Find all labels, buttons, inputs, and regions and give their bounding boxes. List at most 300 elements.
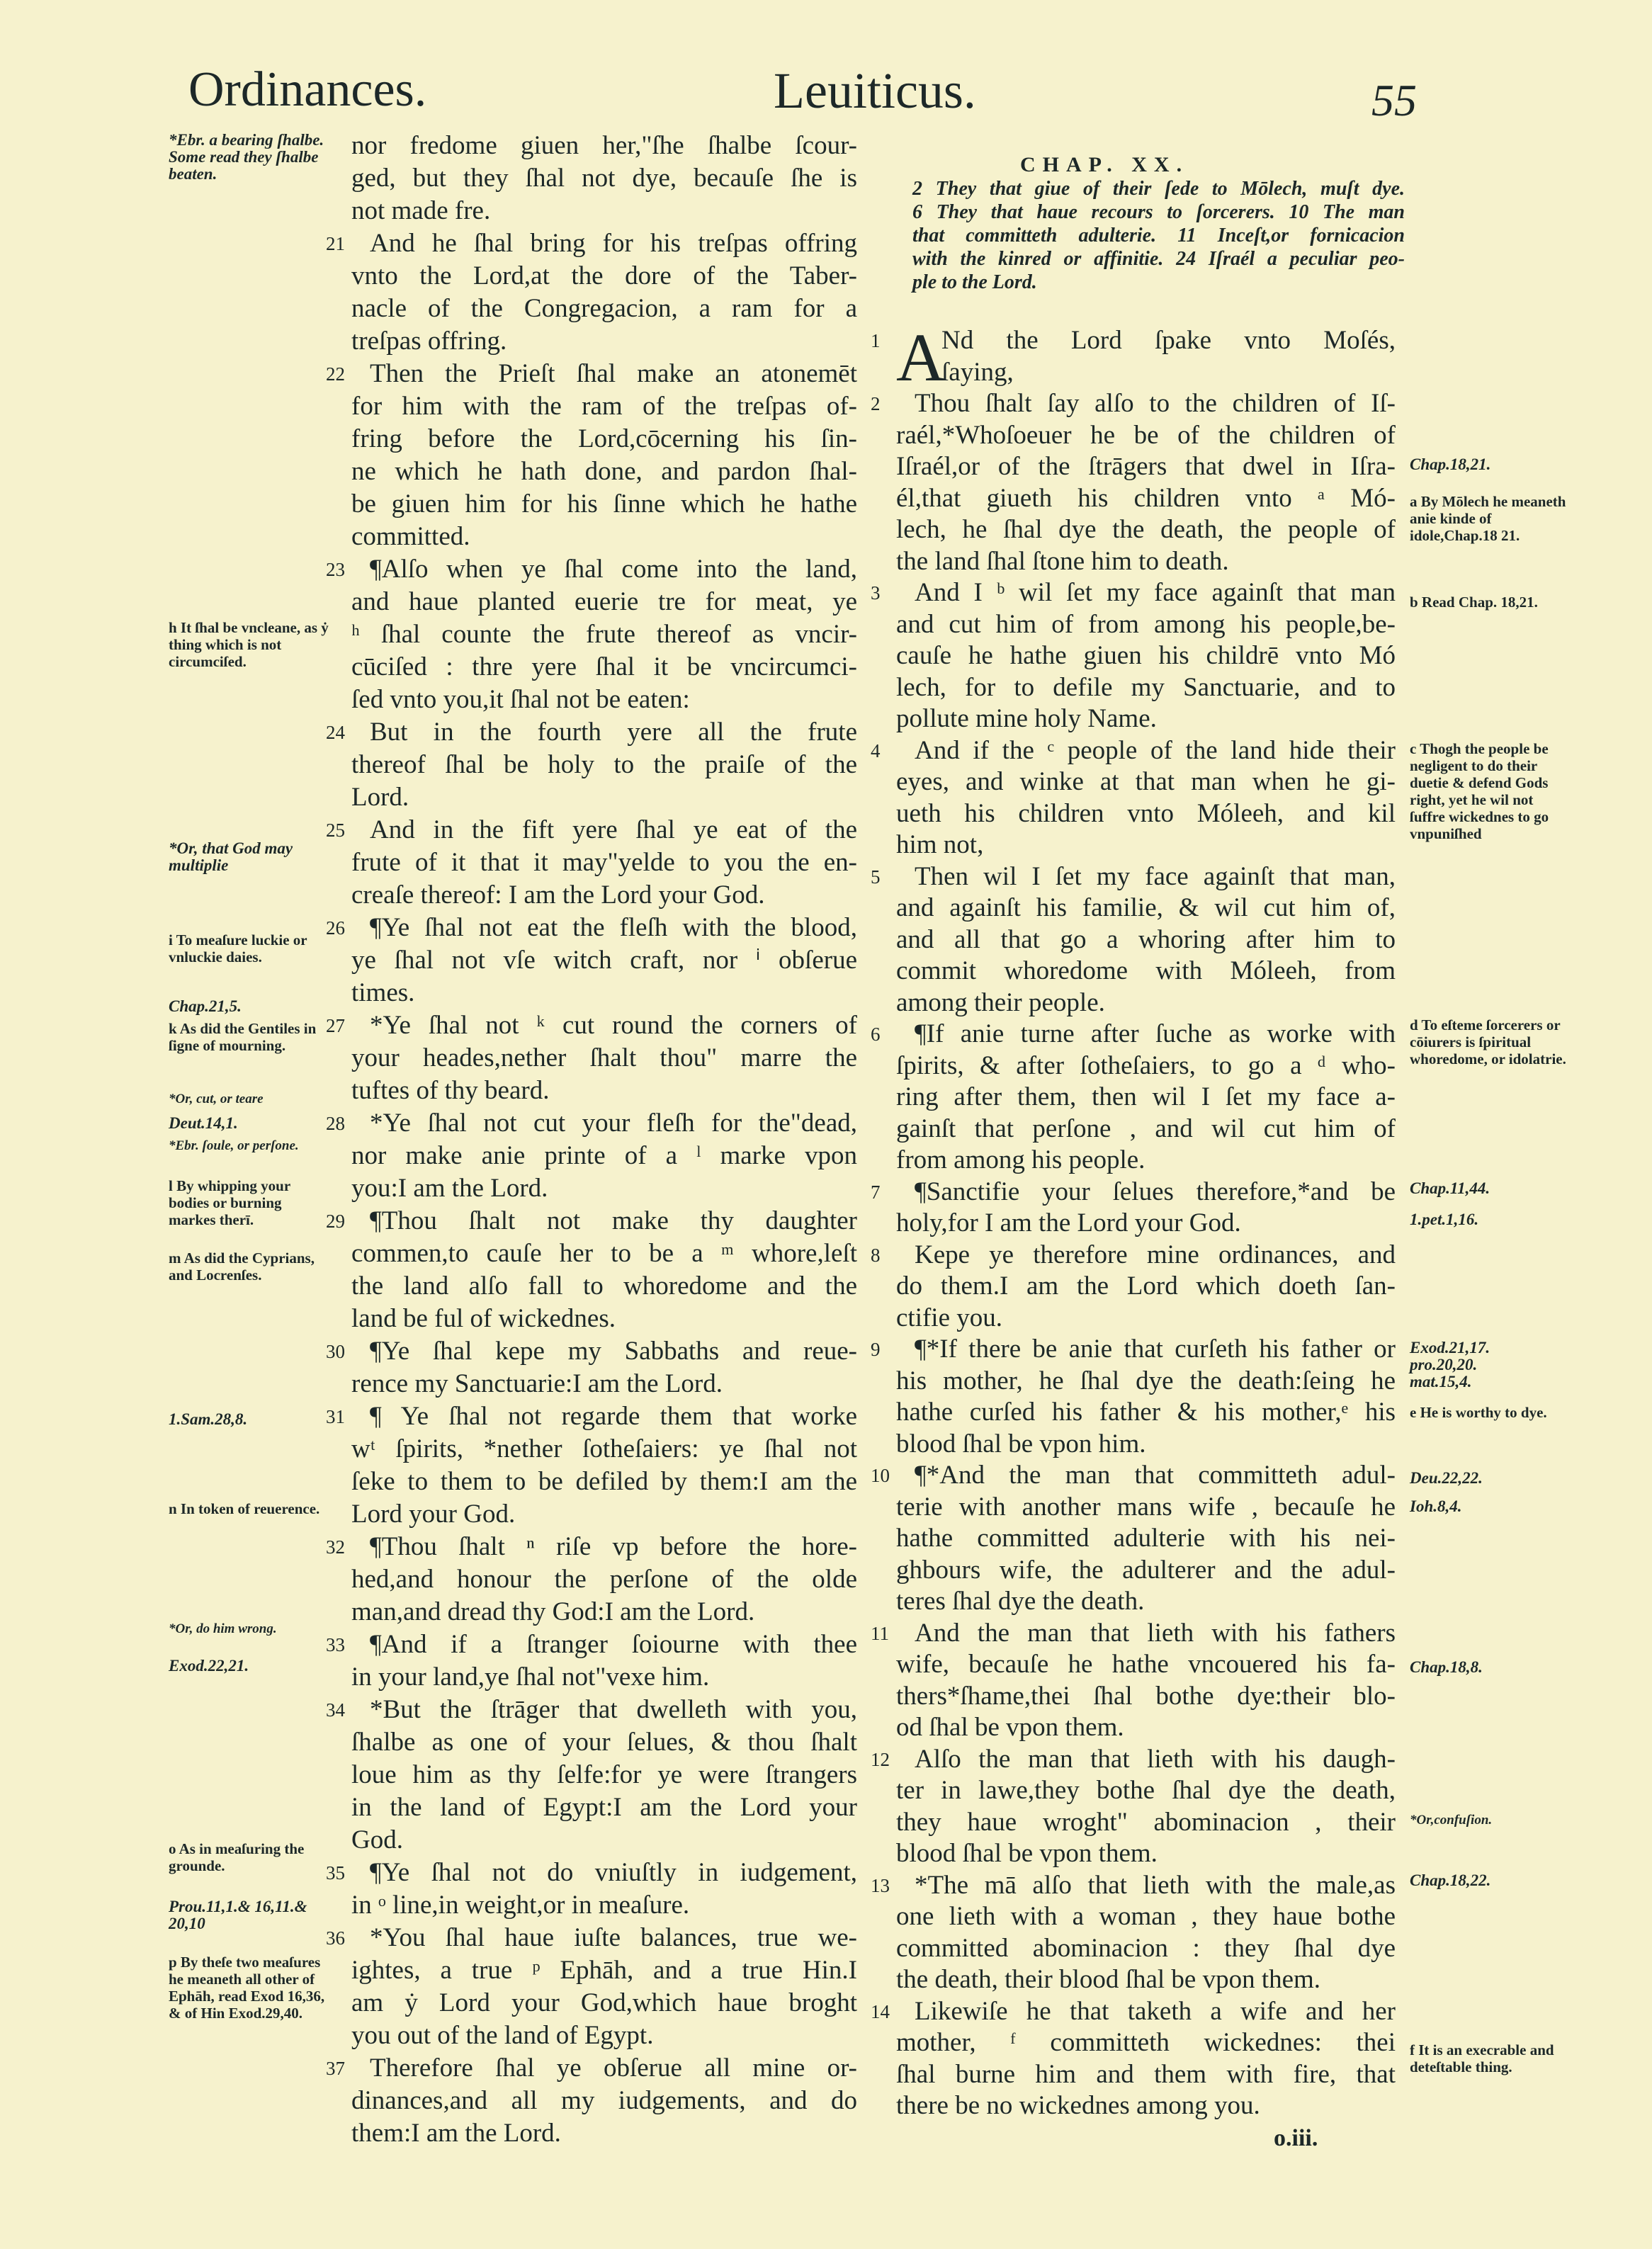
verse-text: gainſt that perſone , and wil cut him of	[896, 1114, 1396, 1143]
verse-line	[326, 1531, 857, 1563]
verse-line	[351, 195, 857, 227]
verse-line	[896, 1649, 1396, 1681]
verse-line	[896, 514, 1396, 546]
verse-text: él,that giueth his children vnto ᵃ Mó-	[896, 483, 1396, 513]
verse-line	[871, 1744, 1396, 1776]
verse-line	[896, 924, 1396, 956]
verse-text: committed abominacion : they ſhal dye	[896, 1933, 1396, 1963]
margin-note: d To eſteme ſorcerers or cōiurers is ſpiritual whoredome, or idolatrie.	[1410, 1016, 1566, 1067]
cross-reference: Chap.18,8.	[1410, 1658, 1483, 1676]
margin-note: h It ſhal be vncleane, as ẏ thing which is not circumciſed.	[169, 619, 329, 670]
verse-line	[351, 1759, 857, 1791]
verse-line	[896, 672, 1396, 704]
verse-line	[326, 1628, 857, 1661]
verse-text: ctifie you.	[896, 1303, 1003, 1332]
verse-line	[896, 1964, 1396, 1996]
verse-line	[896, 2059, 1396, 2091]
cross-reference: Ioh.8,4.	[1410, 1497, 1462, 1515]
verse-line	[351, 1368, 857, 1400]
verse-text: eyes, and winke at that man when he gi-	[896, 767, 1396, 796]
summary-line: ple to the Lord.	[912, 271, 1037, 293]
verse-line	[896, 829, 1396, 861]
verse-line	[351, 2085, 857, 2117]
verse-line	[896, 1492, 1396, 1524]
summary-line: 6 They that haue recours to ſorcerers. 10 The man	[912, 201, 1405, 223]
verse-number: 6	[871, 1024, 881, 1045]
verse-text: and againſt his familie, & wil cut him of,	[896, 893, 1396, 922]
verse-number: 22	[326, 363, 345, 385]
verse-number: 5	[871, 866, 881, 888]
verse-number: 1	[871, 330, 881, 351]
cross-reference: Chap.11,44.	[1410, 1179, 1490, 1197]
verse-line	[896, 420, 1396, 452]
verse-text: ſed vnto you,it ſhal not be eaten:	[351, 685, 690, 714]
verse-line	[326, 1922, 857, 1954]
verse-text: Then wil I ſet my face againſt that man,	[915, 861, 1396, 891]
verse-line	[351, 1172, 857, 1205]
summary-line: 2 They that giue of their ſede to Mōlech, muſt dye.	[912, 178, 1405, 200]
margin-note: *Or,confuſion.	[1410, 1813, 1493, 1828]
verse-line	[896, 1050, 1396, 1082]
verse-line	[896, 1145, 1396, 1177]
verse-text: But in the fourth yere all the frute	[370, 718, 857, 747]
verse-text: *Ye ſhal not cut your fleſh for the"dead,	[370, 1109, 857, 1138]
verse-number: 29	[326, 1211, 345, 1232]
verse-text: thereof ſhal be holy to the praiſe of the	[351, 750, 857, 779]
margin-note: i To meaſure luckie or vnluckie daies.	[169, 931, 307, 965]
verse-number: 13	[871, 1874, 890, 1896]
verse-line	[326, 1400, 857, 1433]
left-text-column	[326, 130, 857, 2150]
verse-text: for him with the ram of the treſpas of-	[351, 392, 857, 421]
verse-text: ʰ ſhal counte the frute thereof as vncir-	[351, 620, 857, 649]
verse-line	[351, 1498, 857, 1531]
verse-line	[896, 2090, 1396, 2122]
verse-line	[351, 1987, 857, 2019]
verse-line	[351, 1303, 857, 1335]
verse-line	[351, 1433, 857, 1466]
verse-line	[896, 1082, 1396, 1114]
verse-number: 11	[871, 1622, 889, 1644]
verse-number: 28	[326, 1113, 345, 1134]
verse-line	[871, 1618, 1396, 1650]
verse-line	[871, 1996, 1396, 2028]
verse-line	[896, 1271, 1396, 1303]
verse-line	[351, 162, 857, 195]
margin-note: m As did the Cyprians, and Locrenſes.	[169, 1250, 315, 1284]
verse-line	[896, 798, 1396, 830]
verse-text: *But the ſtrāger that dwelleth with you,	[370, 1695, 857, 1724]
verse-line	[896, 703, 1396, 735]
verse-text: ſaying,	[941, 357, 1014, 387]
verse-number: 36	[326, 1927, 345, 1949]
verse-line	[351, 2019, 857, 2052]
verse-line	[326, 716, 857, 749]
verse-number: 3	[871, 582, 881, 604]
verse-text: od ſhal be vpon them.	[896, 1713, 1124, 1742]
verse-text: hathe curſed his father & his mother,ᵉ his	[896, 1398, 1396, 1427]
verse-line	[326, 1009, 857, 1042]
verse-text: in ᵒ line,in weight,or in meaſure.	[351, 1891, 690, 1920]
verse-line	[351, 488, 857, 521]
verse-text: Lord your God.	[351, 1500, 516, 1529]
cross-reference: Chap.18,21.	[1410, 455, 1491, 473]
verse-line	[871, 1870, 1396, 1902]
verse-line	[351, 1596, 857, 1628]
summary-line: with the kinred or affinitie. 24 Iſraél a peculiar peo-	[912, 248, 1405, 270]
cross-reference: Deu.22,22.	[1410, 1469, 1483, 1487]
margin-note: o As in meaſuring the grounde.	[169, 1840, 305, 1874]
verse-line	[896, 609, 1396, 641]
verse-text: dinances,and all my iudgements, and do	[351, 2086, 857, 2115]
verse-text: ter in lawe,they bothe ſhal dye the death,	[896, 1776, 1396, 1805]
verse-number: 27	[326, 1015, 345, 1036]
verse-line	[351, 325, 857, 358]
verse-line	[896, 1366, 1396, 1398]
drop-cap: A	[896, 319, 946, 395]
verse-line	[351, 260, 857, 293]
verse-line	[351, 1661, 857, 1694]
verse-line	[896, 1208, 1396, 1240]
verse-line	[351, 1563, 857, 1596]
cross-reference: Exod.22,21.	[169, 1657, 249, 1675]
summary-line: that committeth adulterie. 11 Inceſt,or fornicacion	[912, 225, 1405, 247]
margin-note: p By theſe two meaſures he meaneth all other of Ephāh, read Exod 16,36, & of Hin Exod.29,40.	[169, 1954, 325, 2022]
verse-text: And in the fift yere ſhal ye eat of the	[370, 815, 857, 844]
verse-line	[896, 1838, 1396, 1870]
verse-text: terie with another mans wife , becauſe he	[896, 1492, 1396, 1522]
verse-text: the land alſo fall to whoredome and the	[351, 1271, 857, 1301]
verse-text: ¶Sanctifie your ſelues therefore,*and be	[915, 1177, 1396, 1206]
verse-line	[896, 1303, 1396, 1335]
verse-text: blood ſhal be vpon them.	[896, 1839, 1158, 1868]
cross-reference: Deut.14,1.	[169, 1114, 238, 1132]
verse-text: ¶Ye ſhal kepe my Sabbaths and reue-	[370, 1337, 857, 1366]
verse-text: hathe committed adulterie with his nei-	[896, 1524, 1396, 1553]
verse-line	[351, 1824, 857, 1857]
cross-reference: 1.Sam.28,8.	[169, 1410, 248, 1428]
verse-line	[896, 1933, 1396, 1965]
verse-number: 25	[326, 820, 345, 841]
verse-line	[871, 1177, 1396, 1208]
verse-line	[896, 956, 1396, 987]
cross-reference: Chap.18,22.	[1410, 1871, 1491, 1889]
verse-line	[871, 388, 1396, 420]
cross-reference: Exod.21,17. pro.20,20. mat.15,4.	[1410, 1339, 1490, 1390]
margin-note: *Ebr. a bearing ſhalbe. Some read they ſhalbe beaten.	[169, 131, 324, 183]
verse-line	[896, 483, 1396, 515]
verse-line	[351, 846, 857, 879]
verse-line	[871, 1019, 1396, 1050]
verse-line	[326, 1205, 857, 1237]
verse-number: 10	[871, 1465, 890, 1486]
verse-line	[896, 1901, 1396, 1933]
verse-text: creaſe thereof: I am the Lord your God.	[351, 880, 765, 910]
verse-text: Kepe ye therefore mine ordinances, and	[915, 1240, 1396, 1269]
verse-text: his mother, he ſhal dye the death:ſeing he	[896, 1366, 1396, 1395]
verse-text: blood ſhal be vpon him.	[896, 1429, 1146, 1458]
verse-text: ſpirits, & after ſotheſaiers, to go a ᵈ who-	[896, 1050, 1396, 1080]
verse-text: your heades,nether ſhalt thou" marre the	[351, 1043, 857, 1072]
verse-text: ¶And if a ſtranger ſoiourne with thee	[370, 1630, 857, 1659]
verse-line	[871, 1460, 1396, 1492]
verse-number: 23	[326, 559, 345, 580]
cross-reference: 1.pet.1,16.	[1410, 1211, 1479, 1228]
verse-text: Lord.	[351, 783, 409, 812]
verse-line	[326, 2052, 857, 2085]
verse-text: ghbours wife, the adulterer and the adul-	[896, 1555, 1396, 1585]
verse-line	[351, 1042, 857, 1075]
verse-text: the land ſhal ſtone him to death.	[896, 546, 1229, 576]
verse-text: God.	[351, 1825, 403, 1854]
verse-line	[871, 861, 1396, 893]
verse-text: And if the ᶜ people of the land hide their	[915, 735, 1396, 765]
verse-line	[326, 227, 857, 260]
verse-text: not made fre.	[351, 196, 491, 225]
verse-text: hed,and honour the perſone of the olde	[351, 1565, 857, 1594]
running-head-book: Leuiticus.	[774, 62, 976, 119]
verse-text: ¶*And the man that committeth adul-	[915, 1461, 1396, 1490]
verse-number: 31	[326, 1406, 345, 1427]
verse-number: 26	[326, 917, 345, 939]
verse-text: raél,*Whoſoeuer he be of the children of	[896, 420, 1396, 450]
verse-line	[326, 1694, 857, 1726]
verse-text: ¶Thou ſhalt not make thy daughter	[370, 1206, 857, 1235]
verse-text: them:I am the Lord.	[351, 2119, 561, 2148]
verse-text: times.	[351, 978, 415, 1007]
verse-number: 33	[326, 1634, 345, 1655]
verse-text: Then the Prieſt ſhal make an atonemēt	[370, 359, 857, 388]
verse-line	[351, 879, 857, 912]
verse-line	[351, 651, 857, 684]
verse-line	[896, 1681, 1396, 1713]
verse-line	[326, 1857, 857, 1889]
verse-text: there be no wickednes among you.	[896, 2091, 1260, 2120]
verse-text: wᵗ ſpirits, *nether ſotheſaiers: ye ſhal not	[351, 1434, 857, 1463]
verse-text: loue him as thy ſelfe:for ye were ſtrangers	[351, 1760, 857, 1789]
verse-line	[351, 1075, 857, 1107]
verse-number: 7	[871, 1181, 881, 1203]
verse-number: 37	[326, 2058, 345, 2079]
verse-text: ¶If anie turne after ſuche as worke with	[915, 1019, 1396, 1048]
verse-text: Alſo the man that lieth with his daugh-	[915, 1744, 1396, 1774]
verse-line	[871, 1240, 1396, 1271]
verse-text: lech, for to defile my Sanctuarie, and to	[896, 672, 1396, 702]
chapter-summary	[912, 177, 1405, 294]
verse-line	[351, 293, 857, 325]
verse-line	[896, 1429, 1396, 1461]
verse-text: ſhalbe as one of your ſelues, & thou ſhalt	[351, 1728, 857, 1757]
verse-line	[326, 358, 857, 390]
verse-text: cūciſed : thre yere ſhal it be vncircumci-	[351, 652, 857, 681]
verse-text: holy,for I am the Lord your God.	[896, 1208, 1241, 1237]
verse-number: 9	[871, 1339, 881, 1360]
verse-line	[351, 944, 857, 977]
verse-number: 35	[326, 1862, 345, 1883]
verse-text: *The mā alſo that lieth with the male,as	[915, 1870, 1396, 1900]
cross-reference: Prou.11,1.& 16,11.& 20,10	[169, 1898, 307, 1932]
verse-line	[871, 1334, 1396, 1366]
verse-text: commen,to cauſe her to be a ᵐ whore,leſt	[351, 1239, 857, 1268]
verse-text: lech, he ſhal dye the death, the people of	[896, 515, 1396, 544]
verse-text: rence my Sanctuarie:I am the Lord.	[351, 1369, 723, 1398]
margin-note: *Ebr. ſoule, or perſone.	[169, 1138, 299, 1153]
verse-line	[896, 1555, 1396, 1587]
verse-text: frute of it that it may"yelde to you the en-	[351, 848, 857, 877]
verse-line	[351, 781, 857, 814]
verse-text: committed.	[351, 522, 470, 551]
margin-note: b Read Chap. 18,21.	[1410, 594, 1538, 611]
verse-text: Likewiſe he that taketh a wife and her	[915, 1996, 1396, 2026]
verse-text: in the land of Egypt:I am the Lord your	[351, 1793, 857, 1822]
verse-text: ¶Ye ſhal not do vniuſtly in iudgement,	[370, 1858, 857, 1887]
verse-text: you out of the land of Egypt.	[351, 2021, 654, 2050]
verse-text: tuftes of thy beard.	[351, 1076, 550, 1105]
verse-text: and cut him of from among his people,be-	[896, 609, 1396, 639]
verse-text: do them.I am the Lord which doeth ſan-	[896, 1271, 1396, 1301]
verse-text: And the man that lieth with his fathers	[915, 1618, 1396, 1648]
verse-line	[896, 451, 1396, 483]
verse-line	[896, 1712, 1396, 1744]
verse-text: fring before the Lord,cōcerning his ſin-	[351, 424, 857, 453]
verse-line	[351, 1466, 857, 1498]
verse-text: land be ful of wickednes.	[351, 1304, 616, 1333]
margin-note: k As did the Gentiles in ſigne of mourning.	[169, 1020, 317, 1054]
verse-line	[896, 766, 1396, 798]
verse-line	[351, 586, 857, 618]
verse-text: ¶Ye ſhal not eat the fleſh with the blood,	[370, 913, 857, 942]
signature-mark: o.iii.	[1274, 2125, 1318, 2151]
verse-text: ne which he hath done, and pardon ſhal-	[351, 457, 857, 486]
verse-line	[351, 618, 857, 651]
verse-line	[896, 2027, 1396, 2059]
verse-line	[326, 553, 857, 586]
verse-text: one lieth with a woman , they haue bothe	[896, 1902, 1396, 1931]
verse-line	[896, 1397, 1396, 1429]
verse-text: *You ſhal haue iuſte balances, true we-	[370, 1923, 857, 1952]
verse-text: him not,	[896, 830, 984, 859]
verse-text: ſhal burne him and them with fire, that	[896, 2059, 1396, 2089]
verse-number: 32	[326, 1536, 345, 1558]
verse-number: 4	[871, 740, 881, 761]
verse-text: And I ᵇ wil ſet my face againſt that man	[915, 578, 1396, 607]
cross-reference: Chap.21,5.	[169, 997, 242, 1015]
verse-line	[351, 1726, 857, 1759]
verse-text: And he ſhal bring for his treſpas offring	[370, 229, 857, 258]
running-head-left: Ordinances.	[188, 62, 427, 117]
verse-text: ¶ Ye ſhal not regarde them that worke	[370, 1402, 857, 1431]
verse-text: mother, ᶠ committeth wickednes: thei	[896, 2028, 1396, 2057]
verse-line	[326, 1335, 857, 1368]
verse-text: vnto the Lord,at the dore of the Taber-	[351, 261, 857, 290]
verse-number: 30	[326, 1341, 345, 1362]
verse-text: you:I am the Lord.	[351, 1174, 548, 1203]
verse-line	[351, 1237, 857, 1270]
margin-note: *Or, do him wrong.	[169, 1621, 277, 1636]
verse-line	[896, 1586, 1396, 1618]
margin-note: l By whipping your bodies or burning markes therī.	[169, 1177, 290, 1228]
verse-text: ſeke to them to be defiled by them:I am the	[351, 1467, 857, 1496]
verse-text: ring after them, then wil I ſet my face a-	[896, 1082, 1396, 1111]
verse-text: the death, their blood ſhal be vpon them.	[896, 1965, 1321, 1994]
verse-line	[351, 390, 857, 423]
verse-text: cauſe he hathe giuen his childrē vnto Mó	[896, 641, 1396, 670]
verse-text: nor fredome giuen her,"ſhe ſhalbe ſcour-	[351, 131, 857, 160]
verse-line	[896, 1775, 1396, 1807]
verse-text: ¶*If there be anie that curſeth his father or	[915, 1335, 1396, 1364]
verse-line	[896, 1807, 1396, 1839]
verse-text: Nd the Lord ſpake vnto Moſés,	[941, 326, 1396, 355]
verse-text: they haue wroght" abominacion , their	[896, 1807, 1396, 1837]
verse-line	[896, 987, 1396, 1019]
verse-text: Thou ſhalt ſay alſo to the children of Iſ-	[915, 389, 1396, 418]
verse-text: and all that go a whoring after him to	[896, 924, 1396, 954]
margin-note: *Or, that God may multiplie	[169, 839, 293, 874]
chapter-title: CHAP. XX.	[1020, 153, 1189, 176]
verse-line	[351, 130, 857, 162]
verse-number: 8	[871, 1244, 881, 1266]
verse-text: *Ye ſhal not ᵏ cut round the corners of	[370, 1011, 857, 1040]
verse-number: 21	[326, 233, 345, 254]
verse-text: from among his people.	[896, 1145, 1145, 1174]
margin-note: e He is worthy to dye.	[1410, 1404, 1547, 1421]
verse-line	[351, 423, 857, 455]
verse-line	[896, 1523, 1396, 1555]
verse-number: 24	[326, 722, 345, 743]
verse-number: 2	[871, 393, 881, 414]
page-number: 55	[1371, 75, 1417, 125]
verse-line	[351, 977, 857, 1009]
verse-line	[871, 577, 1396, 609]
verse-text: ueth his children vnto Móleeh, and kil	[896, 798, 1396, 828]
verse-text: ¶Thou ſhalt ⁿ riſe vp before the hore-	[370, 1532, 857, 1561]
verse-line	[326, 1107, 857, 1140]
verse-text: ged, but they ſhal not dye, becauſe ſhe is	[351, 164, 857, 193]
margin-note: f It is an execrable and deteſtable thing.	[1410, 2041, 1554, 2075]
verse-line	[896, 546, 1396, 578]
verse-text: commit whoredome with Móleeh, from	[896, 956, 1396, 985]
verse-text: ¶Alſo when ye ſhal come into the land,	[370, 555, 857, 584]
margin-note: a By Mōlech he meaneth anie kinde of idole,Chap.18 21.	[1410, 493, 1566, 544]
margin-note: *Or, cut, or teare	[169, 1092, 264, 1106]
verse-text: in your land,ye ſhal not"vexe him.	[351, 1662, 710, 1692]
verse-line	[896, 640, 1396, 672]
verse-line	[351, 1791, 857, 1824]
verse-text: ye ſhal not vſe witch craft, nor ⁱ obſerue	[351, 946, 857, 975]
verse-text: be giuen him for his ſinne which he hathe	[351, 489, 857, 519]
verse-line	[351, 455, 857, 488]
verse-line	[326, 814, 857, 846]
verse-text: teres ſhal dye the death.	[896, 1587, 1145, 1616]
verse-text: wife, becauſe he hathe vncouered his fa-	[896, 1650, 1396, 1679]
verse-text: Iſraél,or of the ſtrāgers that dwel in Iſra-	[896, 452, 1396, 481]
verse-line	[326, 912, 857, 944]
verse-line	[351, 1140, 857, 1172]
verse-line	[871, 735, 1396, 767]
verse-text: pollute mine holy Name.	[896, 704, 1157, 733]
right-text-column	[871, 319, 1396, 2122]
margin-note: n In token of reuerence.	[169, 1500, 320, 1517]
verse-line	[351, 521, 857, 553]
verse-line	[896, 357, 1396, 389]
verse-text: ightes, a true ᵖ Ephāh, and a true Hin.I	[351, 1956, 857, 1985]
verse-text: thers*ſhame,thei ſhal bothe dye:their blo-	[896, 1681, 1396, 1711]
verse-text: am ẏ Lord your God,which haue broght	[351, 1988, 857, 2017]
verse-text: among their people.	[896, 987, 1105, 1017]
verse-number: 12	[871, 1748, 890, 1770]
verse-text: nor make anie printe of a ˡ marke vpon	[351, 1141, 857, 1170]
verse-text: treſpas offring.	[351, 327, 507, 356]
